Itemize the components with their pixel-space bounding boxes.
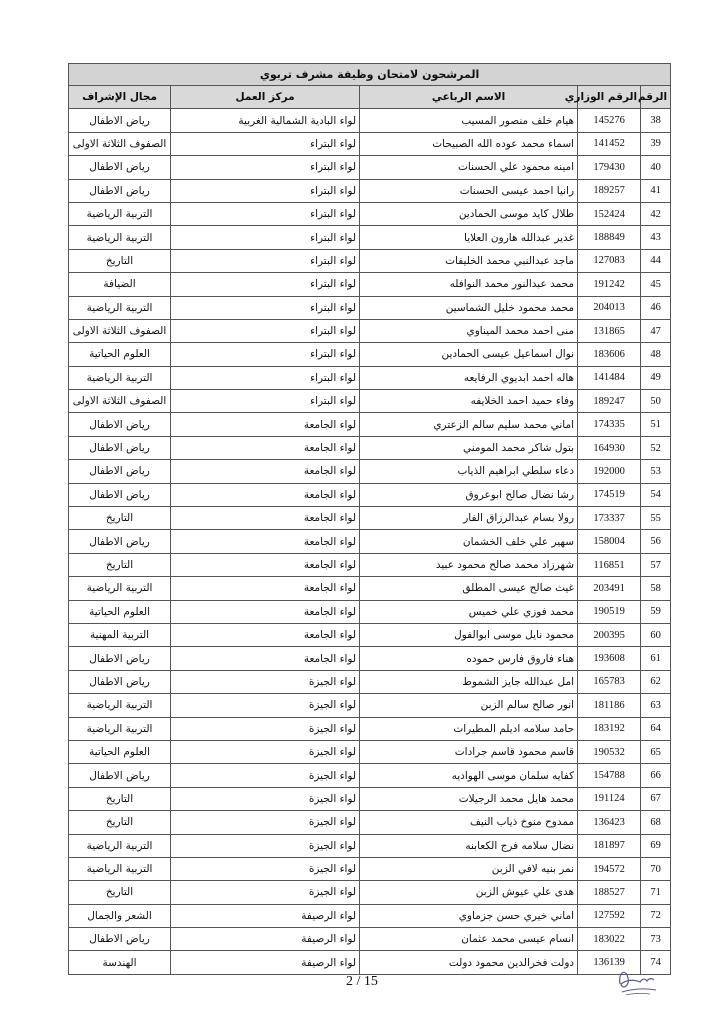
cell-supervision-field: رياض الاطفال: [69, 530, 171, 553]
table-row: [69, 249, 671, 272]
cell-ministry-id: 165783: [578, 670, 641, 693]
cell-ministry-id: 200395: [578, 623, 641, 646]
cell-ministry-id: 193608: [578, 647, 641, 670]
cell-ministry-id: 191124: [578, 787, 641, 810]
cell-work-center: لواء البتراء: [171, 132, 360, 155]
cell-ministry-id: 174519: [578, 483, 641, 506]
cell-supervision-field: التربية الرياضية: [69, 577, 171, 600]
table-row: [69, 296, 671, 319]
cell-full-name: شهرزاد محمد صالح محمود عبيد: [360, 553, 578, 576]
cell-full-name: منى احمد محمد الميناوي: [360, 319, 578, 342]
table-row: [69, 857, 671, 880]
cell-supervision-field: التاريخ: [69, 507, 171, 530]
cell-full-name: رانيا احمد عيسى الحسنات: [360, 179, 578, 202]
cell-full-name: كفايه سلمان موسى الهواديه: [360, 764, 578, 787]
cell-ministry-id: 203491: [578, 577, 641, 600]
table-row: [69, 109, 671, 132]
cell-full-name: انور صالح سالم الزبن: [360, 694, 578, 717]
cell-work-center: لواء الجامعة: [171, 577, 360, 600]
cell-supervision-field: رياض الاطفال: [69, 460, 171, 483]
table-row: [69, 530, 671, 553]
cell-no: 53: [641, 460, 671, 483]
table-row: [69, 881, 671, 904]
table-row: [69, 717, 671, 740]
cell-work-center: لواء الجامعة: [171, 507, 360, 530]
cell-no: 49: [641, 366, 671, 389]
table-row: [69, 647, 671, 670]
cell-no: 57: [641, 553, 671, 576]
cell-full-name: نمر بنيه لافي الزبن: [360, 857, 578, 880]
table-body: [69, 109, 671, 974]
cell-no: 70: [641, 857, 671, 880]
cell-full-name: امينه محمود علي الحسنات: [360, 156, 578, 179]
cell-no: 48: [641, 343, 671, 366]
cell-no: 51: [641, 413, 671, 436]
cell-no: 52: [641, 436, 671, 459]
cell-ministry-id: 181897: [578, 834, 641, 857]
table-row: [69, 132, 671, 155]
cell-full-name: غدير عبدالله هارون العلايا: [360, 226, 578, 249]
cell-supervision-field: التاريخ: [69, 811, 171, 834]
cell-work-center: لواء الجامعة: [171, 600, 360, 623]
cell-work-center: لواء الجامعة: [171, 436, 360, 459]
cell-ministry-id: 174335: [578, 413, 641, 436]
page-number: 2 / 15: [346, 974, 378, 989]
table-row: [69, 436, 671, 459]
table-row: [69, 928, 671, 951]
cell-supervision-field: التربية الرياضية: [69, 857, 171, 880]
cell-no: 60: [641, 623, 671, 646]
cell-no: 61: [641, 647, 671, 670]
cell-full-name: محمد هايل محمد الرجيلات: [360, 787, 578, 810]
cell-work-center: لواء الجيزة: [171, 717, 360, 740]
cell-full-name: طلال كايد موسى الحمادين: [360, 202, 578, 225]
cell-supervision-field: العلوم الحياتية: [69, 740, 171, 763]
cell-supervision-field: رياض الاطفال: [69, 413, 171, 436]
cell-work-center: لواء الجامعة: [171, 553, 360, 576]
table-row: [69, 623, 671, 646]
table-row: [69, 460, 671, 483]
cell-no: 56: [641, 530, 671, 553]
cell-ministry-id: 194572: [578, 857, 641, 880]
cell-work-center: لواء الجيزة: [171, 670, 360, 693]
cell-work-center: لواء البادية الشمالية الغربية: [171, 109, 360, 132]
cell-work-center: لواء الجامعة: [171, 623, 360, 646]
cell-no: 73: [641, 928, 671, 951]
cell-ministry-id: 131865: [578, 319, 641, 342]
cell-supervision-field: الصفوف الثلاثة الاولى: [69, 132, 171, 155]
cell-no: 39: [641, 132, 671, 155]
cell-ministry-id: 183606: [578, 343, 641, 366]
cell-supervision-field: التربية الرياضية: [69, 717, 171, 740]
table-row: [69, 577, 671, 600]
cell-supervision-field: رياض الاطفال: [69, 156, 171, 179]
cell-supervision-field: الضيافة: [69, 273, 171, 296]
cell-ministry-id: 189247: [578, 390, 641, 413]
cell-supervision-field: رياض الاطفال: [69, 670, 171, 693]
cell-full-name: قاسم محمود قاسم جرادات: [360, 740, 578, 763]
cell-full-name: سهير علي خلف الخشمان: [360, 530, 578, 553]
cell-full-name: محمد محمود خليل الشماسين: [360, 296, 578, 319]
cell-full-name: هيام خلف منصور المسيب: [360, 109, 578, 132]
cell-no: 44: [641, 249, 671, 272]
table-title: المرشحون لامتحان وظيفة مشرف تربوي: [69, 64, 671, 86]
cell-no: 55: [641, 507, 671, 530]
table-row: [69, 483, 671, 506]
cell-supervision-field: التربية الرياضية: [69, 202, 171, 225]
cell-supervision-field: التاريخ: [69, 787, 171, 810]
cell-ministry-id: 188527: [578, 881, 641, 904]
cell-supervision-field: التاريخ: [69, 553, 171, 576]
cell-no: 67: [641, 787, 671, 810]
cell-no: 38: [641, 109, 671, 132]
cell-ministry-id: 173337: [578, 507, 641, 530]
cell-ministry-id: 152424: [578, 202, 641, 225]
cell-ministry-id: 183192: [578, 717, 641, 740]
table-row: [69, 787, 671, 810]
cell-work-center: لواء الجيزة: [171, 834, 360, 857]
cell-supervision-field: الشعر والجمال: [69, 904, 171, 927]
cell-supervision-field: رياض الاطفال: [69, 109, 171, 132]
cell-ministry-id: 181186: [578, 694, 641, 717]
cell-full-name: اسماء محمد عوده الله الصبيحات: [360, 132, 578, 155]
cell-supervision-field: التربية الرياضية: [69, 366, 171, 389]
cell-work-center: لواء الجيزة: [171, 787, 360, 810]
table-row: [69, 694, 671, 717]
cell-no: 71: [641, 881, 671, 904]
header-full-name: الاسم الرباعي: [360, 86, 578, 109]
header-no: الرقم: [641, 86, 671, 109]
cell-no: 65: [641, 740, 671, 763]
cell-full-name: محمود نايل موسى ابوالفول: [360, 623, 578, 646]
cell-supervision-field: التربية المهنية: [69, 623, 171, 646]
cell-work-center: لواء البتراء: [171, 249, 360, 272]
cell-full-name: رشا نضال صالح ابوعروق: [360, 483, 578, 506]
cell-ministry-id: 164930: [578, 436, 641, 459]
cell-ministry-id: 188849: [578, 226, 641, 249]
cell-ministry-id: 141452: [578, 132, 641, 155]
table-row: [69, 670, 671, 693]
cell-ministry-id: 204013: [578, 296, 641, 319]
cell-work-center: لواء البتراء: [171, 319, 360, 342]
cell-ministry-id: 190519: [578, 600, 641, 623]
table-row: [69, 156, 671, 179]
cell-supervision-field: الصفوف الثلاثة الاولى: [69, 390, 171, 413]
cell-supervision-field: التربية الرياضية: [69, 834, 171, 857]
table-row: [69, 226, 671, 249]
table-row: [69, 904, 671, 927]
cell-work-center: لواء الجامعة: [171, 413, 360, 436]
table-row: [69, 366, 671, 389]
cell-supervision-field: رياض الاطفال: [69, 436, 171, 459]
cell-full-name: هاله احمد ابديوي الرفايعه: [360, 366, 578, 389]
cell-full-name: اماني محمد سليم سالم الزعتري: [360, 413, 578, 436]
cell-no: 59: [641, 600, 671, 623]
cell-ministry-id: 179430: [578, 156, 641, 179]
cell-no: 64: [641, 717, 671, 740]
cell-no: 63: [641, 694, 671, 717]
cell-no: 62: [641, 670, 671, 693]
cell-work-center: لواء البتراء: [171, 202, 360, 225]
cell-ministry-id: 183022: [578, 928, 641, 951]
cell-full-name: امل عبدالله جايز الشموط: [360, 670, 578, 693]
cell-supervision-field: رياض الاطفال: [69, 764, 171, 787]
cell-no: 68: [641, 811, 671, 834]
cell-full-name: دعاء سلطي ابراهيم الذياب: [360, 460, 578, 483]
header-ministry-id: الرقم الوزاري: [578, 86, 641, 109]
cell-no: 58: [641, 577, 671, 600]
cell-no: 72: [641, 904, 671, 927]
table-row: [69, 319, 671, 342]
cell-work-center: لواء الجامعة: [171, 460, 360, 483]
cell-full-name: دولت فخرالدين محمود دولت: [360, 951, 578, 974]
cell-no: 74: [641, 951, 671, 974]
cell-no: 46: [641, 296, 671, 319]
cell-full-name: هدى علي عيوش الزبن: [360, 881, 578, 904]
cell-work-center: لواء البتراء: [171, 343, 360, 366]
cell-work-center: لواء البتراء: [171, 366, 360, 389]
cell-full-name: انسام عيسى محمد عثمان: [360, 928, 578, 951]
cell-ministry-id: 191242: [578, 273, 641, 296]
cell-full-name: محمد فوزي علي خميس: [360, 600, 578, 623]
cell-ministry-id: 116851: [578, 553, 641, 576]
table-row: [69, 553, 671, 576]
table-row: [69, 179, 671, 202]
cell-work-center: لواء البتراء: [171, 226, 360, 249]
cell-no: 50: [641, 390, 671, 413]
cell-ministry-id: 145276: [578, 109, 641, 132]
candidates-table: [68, 63, 671, 975]
cell-work-center: لواء الجيزة: [171, 811, 360, 834]
cell-supervision-field: رياض الاطفال: [69, 179, 171, 202]
signature-mark: [612, 964, 660, 1002]
cell-full-name: وفاء حميد احمد الخلايفه: [360, 390, 578, 413]
cell-no: 47: [641, 319, 671, 342]
cell-work-center: لواء الجيزة: [171, 740, 360, 763]
cell-full-name: نضال سلامه فرج الكعابنه: [360, 834, 578, 857]
cell-full-name: حامد سلامه اديلم المطيرات: [360, 717, 578, 740]
cell-no: 41: [641, 179, 671, 202]
cell-supervision-field: العلوم الحياتية: [69, 343, 171, 366]
cell-work-center: لواء الجامعة: [171, 647, 360, 670]
cell-supervision-field: الصفوف الثلاثة الاولى: [69, 319, 171, 342]
cell-no: 43: [641, 226, 671, 249]
cell-ministry-id: 127083: [578, 249, 641, 272]
cell-full-name: ماجد عبدالنبي محمد الخليفات: [360, 249, 578, 272]
table-row: [69, 273, 671, 296]
cell-ministry-id: 127592: [578, 904, 641, 927]
cell-work-center: لواء البتراء: [171, 156, 360, 179]
cell-supervision-field: العلوم الحياتية: [69, 600, 171, 623]
header-work-center: مركز العمل: [171, 86, 360, 109]
cell-supervision-field: التربية الرياضية: [69, 296, 171, 319]
cell-work-center: لواء البتراء: [171, 273, 360, 296]
cell-full-name: هناء فاروق فارس حموده: [360, 647, 578, 670]
cell-work-center: لواء الرصيفة: [171, 904, 360, 927]
header-supervision-field: مجال الإشراف: [69, 86, 171, 109]
table-row: [69, 390, 671, 413]
cell-no: 54: [641, 483, 671, 506]
cell-full-name: بتول شاكر محمد المومني: [360, 436, 578, 459]
cell-ministry-id: 136139: [578, 951, 641, 974]
cell-ministry-id: 158004: [578, 530, 641, 553]
cell-supervision-field: التربية الرياضية: [69, 226, 171, 249]
cell-supervision-field: التاريخ: [69, 881, 171, 904]
table-row: [69, 202, 671, 225]
cell-no: 42: [641, 202, 671, 225]
cell-full-name: رولا بسام عبدالرزاق الفار: [360, 507, 578, 530]
cell-work-center: لواء الجامعة: [171, 530, 360, 553]
table-row: [69, 343, 671, 366]
cell-work-center: لواء البتراء: [171, 296, 360, 319]
cell-full-name: غيث صالح عيسى المطلق: [360, 577, 578, 600]
cell-supervision-field: رياض الاطفال: [69, 483, 171, 506]
table-row: [69, 834, 671, 857]
table-row: [69, 811, 671, 834]
cell-full-name: محمد عبدالنور محمد النوافله: [360, 273, 578, 296]
table-row: [69, 507, 671, 530]
cell-no: 45: [641, 273, 671, 296]
cell-supervision-field: الهندسة: [69, 951, 171, 974]
cell-supervision-field: التربية الرياضية: [69, 694, 171, 717]
cell-work-center: لواء الجامعة: [171, 483, 360, 506]
cell-ministry-id: 154788: [578, 764, 641, 787]
table-row: [69, 740, 671, 763]
cell-full-name: نوال اسماعيل عيسى الحمادين: [360, 343, 578, 366]
table-row: [69, 413, 671, 436]
cell-work-center: لواء الرصيفة: [171, 928, 360, 951]
table-row: [69, 600, 671, 623]
cell-full-name: ممدوح منوخ ذياب النيف: [360, 811, 578, 834]
cell-work-center: لواء الجيزة: [171, 764, 360, 787]
cell-work-center: لواء البتراء: [171, 179, 360, 202]
cell-ministry-id: 141484: [578, 366, 641, 389]
cell-supervision-field: رياض الاطفال: [69, 928, 171, 951]
cell-full-name: اماني خيري حسن جزماوي: [360, 904, 578, 927]
table-row: [69, 764, 671, 787]
cell-ministry-id: 192000: [578, 460, 641, 483]
cell-supervision-field: التاريخ: [69, 249, 171, 272]
table-row: [69, 951, 671, 974]
cell-work-center: لواء البتراء: [171, 390, 360, 413]
cell-no: 69: [641, 834, 671, 857]
cell-supervision-field: رياض الاطفال: [69, 647, 171, 670]
cell-work-center: لواء الرصيفة: [171, 951, 360, 974]
cell-ministry-id: 190532: [578, 740, 641, 763]
cell-no: 40: [641, 156, 671, 179]
cell-ministry-id: 189257: [578, 179, 641, 202]
cell-ministry-id: 136423: [578, 811, 641, 834]
cell-work-center: لواء الجيزة: [171, 857, 360, 880]
cell-work-center: لواء الجيزة: [171, 694, 360, 717]
cell-no: 66: [641, 764, 671, 787]
cell-work-center: لواء الجيزة: [171, 881, 360, 904]
